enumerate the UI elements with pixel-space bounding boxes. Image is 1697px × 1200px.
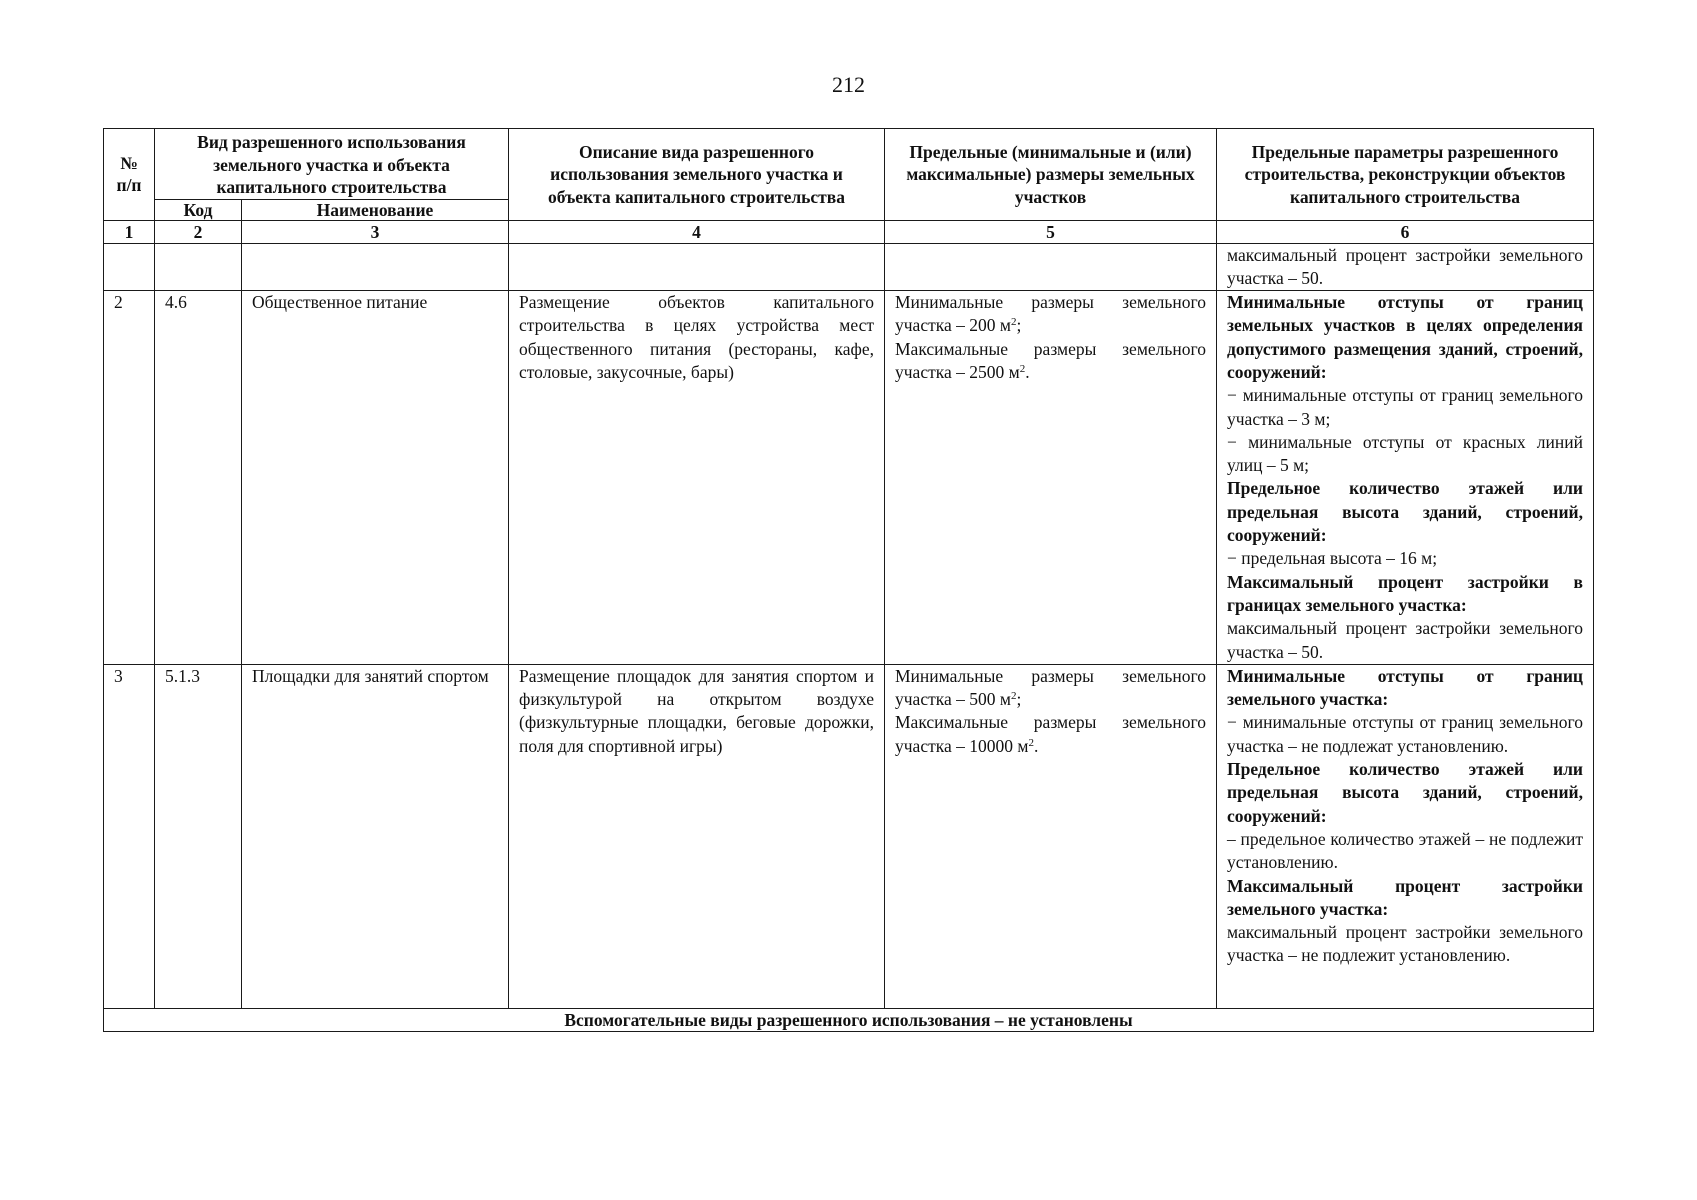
plot-size-min-text: Минимальные размеры земельного участка – 200 м [895, 292, 1206, 336]
row-number: 2 [104, 291, 155, 665]
param-text: − минимальные отступы от границ земельного участка – не подлежат установлению. [1227, 712, 1583, 756]
table-header-row [104, 129, 1594, 200]
continuation-row [104, 243, 1594, 291]
punct: ; [1016, 315, 1022, 336]
row-number: 3 [104, 664, 155, 1008]
column-number: 5 [885, 220, 1217, 243]
punct: . [1025, 361, 1030, 382]
param-heading: Максимальный процент застройки в границах земельного участка: [1227, 571, 1583, 615]
header-num: № п/п [104, 129, 155, 221]
row-parameters [1217, 291, 1594, 665]
plot-size-max [895, 711, 1206, 758]
param-text: − предельная высота – 16 м; [1227, 548, 1438, 569]
param-heading: Максимальный процент застройки земельного участка: [1227, 875, 1583, 919]
row-description [509, 664, 885, 1008]
header-code: Код [155, 199, 242, 220]
column-number: 3 [242, 220, 509, 243]
param-text: максимальный процент застройки земельного участка – не подлежит установлению. [1227, 922, 1583, 966]
row-parameters [1217, 664, 1594, 1008]
empty-cell [155, 243, 242, 291]
continuation-params [1217, 243, 1594, 291]
plot-size-min-text: Минимальные размеры земельного участка – 500 м [895, 665, 1206, 710]
empty-cell [509, 243, 885, 291]
column-number: 1 [104, 220, 155, 243]
footer-row [104, 1008, 1594, 1031]
superscript: 2 [1028, 736, 1034, 749]
param-text: – предельное количество этажей – не подлежит установлению. [1227, 828, 1583, 873]
column-number: 4 [509, 220, 885, 243]
punct: ; [1016, 689, 1022, 710]
header-parameters: Предельные параметры разрешенного строительства, реконструкции объектов капитального строительства [1217, 129, 1594, 221]
param-heading: Предельное количество этажей или предельная высота зданий, строений, сооружений: [1227, 759, 1583, 826]
param-text: − минимальные отступы от красных линий улиц – 5 м; [1227, 431, 1583, 476]
land-use-table [103, 128, 1594, 1032]
plot-size-max-text: Максимальные размеры земельного участка – 2500 м [895, 338, 1206, 382]
row-name: Общественное питание [242, 291, 509, 665]
row-code: 4.6 [155, 291, 242, 665]
row-name: Площадки для занятий спортом [242, 664, 509, 1008]
empty-cell [885, 243, 1217, 291]
description-text: Размещение площадок для занятия спортом и физкультурой на открытом воздухе (физкультурные площадки, беговые дорожки, поля для спортивной игры) [519, 665, 874, 756]
row-code: 5.1.3 [155, 664, 242, 1008]
plot-size-min [895, 665, 1206, 712]
header-description: Описание вида разрешенного использования земельного участка и объекта капитального строительства [509, 129, 885, 221]
column-number: 2 [155, 220, 242, 243]
page-number: 212 [832, 72, 865, 97]
column-number: 6 [1217, 220, 1594, 243]
punct: . [1033, 735, 1039, 756]
plot-size-max [895, 338, 1206, 385]
param-text: − минимальные отступы от границ земельного участка – 3 м; [1227, 385, 1583, 429]
header-use-type: Вид разрешенного использования земельного участка и объекта капитального строительства [155, 129, 509, 200]
row-plot-sizes [885, 664, 1217, 1008]
row-plot-sizes [885, 291, 1217, 665]
footer-note: Вспомогательные виды разрешенного использования – не установлены [104, 1008, 1594, 1031]
header-name: Наименование [242, 199, 509, 220]
plot-size-max-text: Максимальные размеры земельного участка – 10000 м [895, 712, 1206, 756]
param-heading: Минимальные отступы от границ земельных участков в целях определения допустимого размещения зданий, строений, сооружений: [1227, 292, 1583, 382]
param-heading: Минимальные отступы от границ земельного участка: [1227, 665, 1583, 710]
superscript: 2 [1010, 316, 1017, 329]
table-row [104, 291, 1594, 665]
superscript: 2 [1010, 690, 1017, 703]
empty-cell [242, 243, 509, 291]
param-text: максимальный процент застройки земельного участка – 50. [1227, 244, 1583, 288]
empty-cell [104, 243, 155, 291]
plot-size-min [895, 291, 1206, 338]
row-description [509, 291, 885, 665]
param-heading: Предельное количество этажей или предельная высота зданий, строений, сооружений: [1227, 478, 1583, 546]
superscript: 2 [1019, 362, 1026, 375]
column-number-row [104, 220, 1594, 243]
param-text: максимальный процент застройки земельного участка – 50. [1227, 618, 1583, 662]
description-text: Размещение объектов капитального строительства в целях устройства мест общественного питания (рестораны, кафе, столовые, закусочные, бары) [519, 292, 874, 382]
header-plot-sizes: Предельные (минимальные и (или) максимальные) размеры земельных участков [885, 129, 1217, 221]
table-row [104, 664, 1594, 1008]
